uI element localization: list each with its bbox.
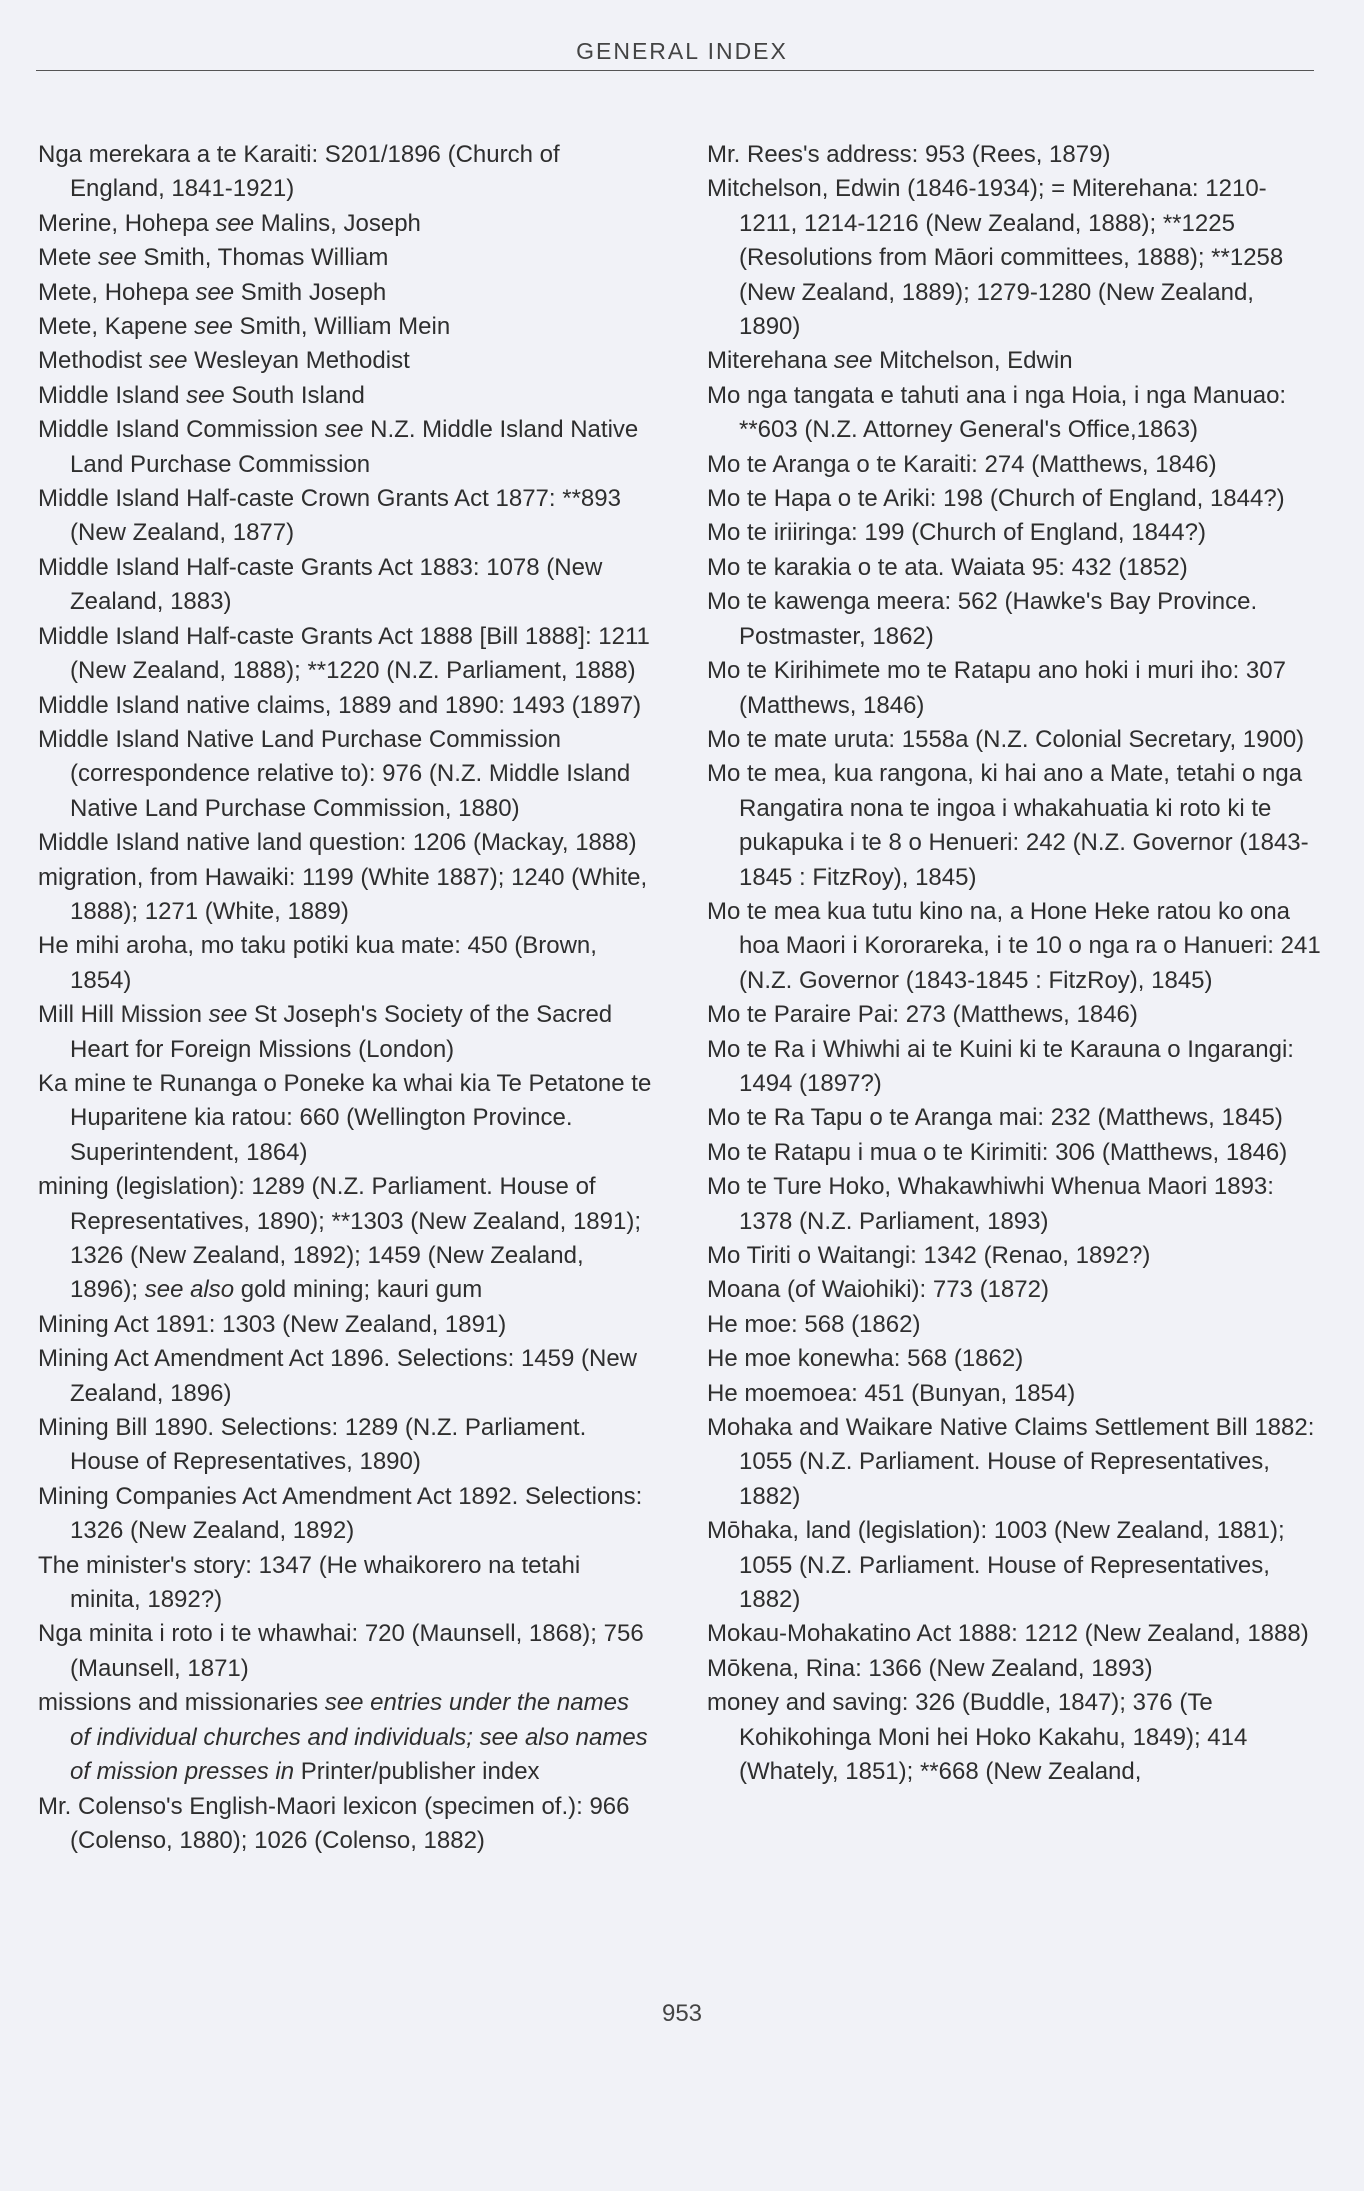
index-entry (707, 1342, 1322, 1376)
index-entry (707, 344, 1322, 378)
index-entry-text: Mo te Paraire Pai: 273 (Matthews, 1846) (707, 1001, 1138, 1029)
index-entry (38, 1617, 653, 1686)
index-entry-text: Middle Island Half-caste Grants Act 1883: 1078 (New Zealand, 1883) (38, 553, 603, 616)
index-entry-text: mining (legislation): 1289 (N.Z. Parliament. House of Representatives, 1890); **1303 (New Zealand, 1891); 1326 (New Zealand, 1892); 1459 (New Zealand, 1896); (38, 1173, 642, 1304)
index-entry-text: Mo te mea, kua rangona, ki hai ano a Mate, tetahi o nga Rangatira nona te ingoa i whakahuatia ki roto ki te pukapuka i te 8 o Henueri: 242 (N.Z. Governor (1843-1845 : FitzRoy), 1845) (707, 760, 1309, 891)
index-entry (707, 138, 1322, 172)
index-entry (707, 998, 1322, 1032)
index-entry-text: Middle Island Half-caste Grants Act 1888 [Bill 1888]: 1211 (New Zealand, 1888); **1220 (N.Z. Parliament, 1888) (38, 622, 650, 685)
index-entry (38, 1342, 653, 1411)
index-entry (38, 1480, 653, 1549)
index-entry (38, 207, 653, 241)
index-entry (707, 723, 1322, 757)
page-number: 953 (661, 2000, 703, 2027)
index-entry-text: Mōhaka, land (legislation): 1003 (New Zealand, 1881); 1055 (N.Z. Parliament. House of Representatives, 1882) (707, 1517, 1285, 1614)
index-entry-italic-text: see (833, 347, 873, 375)
index-entry (38, 1686, 653, 1789)
index-entry (38, 482, 653, 551)
index-entry-text: Mo te Ra i Whiwhi ai te Kuini ki te Karauna o Ingarangi: 1494 (1897?) (707, 1035, 1294, 1097)
index-entry (38, 1411, 653, 1480)
index-entry-text: Mo Tiriti o Waitangi: 1342 (Renao, 1892?) (707, 1242, 1151, 1269)
index-entry (707, 482, 1322, 516)
index-entry-italic-text: see (195, 278, 235, 306)
index-entry-text: Mōkena, Rina: 1366 (New Zealand, 1893) (707, 1654, 1153, 1682)
header-rule (36, 70, 1314, 71)
index-entry-text: gold mining; kauri gum (234, 1276, 483, 1304)
index-entry (707, 1136, 1322, 1170)
index-entry-text: Methodist (38, 347, 149, 375)
index-entry-text: Mo te iriiringa: 199 (Church of England, 1844?) (707, 519, 1206, 547)
index-entry (707, 448, 1322, 482)
index-column-left (38, 138, 653, 1858)
index-entry (707, 1686, 1322, 1789)
index-entry-text: Smith, Thomas William (136, 244, 389, 272)
index-entry-italic-text: see (194, 313, 233, 341)
index-entry (707, 1411, 1322, 1514)
index-entry-text: Wesleyan Methodist (187, 347, 410, 375)
index-entry (38, 1170, 653, 1308)
index-entry-text: Miterehana (707, 347, 834, 375)
index-entry-text: Middle Island Commission (38, 416, 325, 444)
index-entry (707, 757, 1322, 895)
index-entry-text: Smith, William Mein (232, 313, 451, 341)
index-entry (38, 826, 653, 860)
index-entry-italic-text: see also (144, 1276, 235, 1304)
index-entry-italic-text: see (324, 416, 364, 444)
index-entry (38, 1067, 653, 1170)
index-entry-italic-text: see (148, 347, 188, 375)
index-entry-text: Middle Island Native Land Purchase Commission (correspondence relative to): 976 (N.Z. Middle Island Native Land Purchase Commission, 1880) (38, 725, 631, 822)
index-entry-text: Printer/publisher index (294, 1758, 540, 1786)
index-entry (707, 516, 1322, 550)
index-entry-text: Mo te Kirihimete mo te Ratapu ano hoki i muri iho: 307 (Matthews, 1846) (707, 657, 1286, 719)
index-entry-text: The minister's story: 1347 (He whaikorero na tetahi minita, 1892?) (38, 1551, 581, 1614)
index-entry-text: Middle Island native claims, 1889 and 1890: 1493 (1897) (38, 691, 642, 719)
index-entry (38, 861, 653, 930)
index-entry-text: Mokau-Mohakatino Act 1888: 1212 (New Zealand, 1888) (707, 1620, 1309, 1648)
index-entry (707, 585, 1322, 654)
index-entry-italic-text: see (208, 1001, 248, 1029)
index-entry-text: Mr. Colenso's English-Maori lexicon (specimen of.): 966 (Colenso, 1880); 1026 (Colenso, 1882) (38, 1792, 630, 1854)
index-entry-text: money and saving: 326 (Buddle, 1847); 376 (Te Kohikohinga Moni hei Hoko Kakahu, 1849); 414 (Whately, 1851); **668 (New Zealand, (707, 1689, 1248, 1786)
index-entry-text: Mining Companies Act Amendment Act 1892. Selections: 1326 (New Zealand, 1892) (38, 1482, 643, 1545)
index-entry-text: Mitchelson, Edwin (1846-1934); = Miterehana: 1210-1211, 1214-1216 (New Zealand, 1888); **1225 (Resolutions from Māori committees, 1888); **1258 (New Zealand, 1889); 1279-1280 (New Zealand, 1890) (707, 175, 1284, 341)
index-entry (38, 1308, 653, 1342)
index-entry-text: migration, from Hawaiki: 1199 (White 1887); 1240 (White, 1888); 1271 (White, 1889) (38, 863, 648, 925)
index-entry (707, 1170, 1322, 1239)
page-header: GENERAL INDEX (576, 38, 788, 64)
index-entry (38, 241, 653, 275)
index-entry (707, 1101, 1322, 1135)
index-entry (38, 310, 653, 344)
index-entry (38, 551, 653, 620)
index-entry-text: South Island (224, 381, 365, 409)
index-entry (707, 1514, 1322, 1617)
index-column-right (707, 138, 1322, 1790)
index-entry-italic-text: see (98, 244, 137, 272)
index-entry (707, 172, 1322, 344)
index-entry-text: Mete, Hohepa (38, 278, 196, 306)
index-entry (38, 1549, 653, 1618)
index-entry-text: Ka mine te Runanga o Poneke ka whai kia Te Petatone te Huparitene kia ratou: 660 (Wellington Province. Superintendent, 1864) (38, 1069, 652, 1166)
index-entry-italic-text: see (186, 381, 225, 409)
index-entry-text: Nga merekara a te Karaiti: S201/1896 (Church of England, 1841-1921) (38, 141, 560, 203)
index-entry (38, 689, 653, 723)
index-entry-text: Mete (38, 244, 99, 272)
index-entry-text: He moemoea: 451 (Bunyan, 1854) (707, 1379, 1076, 1407)
index-entry (38, 998, 653, 1067)
index-entry-text: Middle Island native land question: 1206 (Mackay, 1888) (38, 829, 637, 857)
index-entry (38, 1790, 653, 1859)
index-entry-text: Mr. Rees's address: 953 (Rees, 1879) (707, 141, 1111, 168)
index-entry-italic-text: see entries under the names of individual churches and individuals; see also names of mission presses in (70, 1689, 648, 1786)
index-entry (707, 551, 1322, 585)
index-entry (707, 1652, 1322, 1686)
index-entry-text: Middle Island Half-caste Crown Grants Act 1877: **893 (New Zealand, 1877) (38, 485, 621, 547)
index-entry-text: Mitchelson, Edwin (872, 347, 1073, 375)
index-entry (38, 344, 653, 378)
index-entry (707, 1308, 1322, 1342)
index-entry-text: Mo te karakia o te ata. Waiata 95: 432 (1852) (707, 553, 1188, 581)
index-entry (38, 138, 653, 207)
index-entry-text: St Joseph's Society of the Sacred Heart for Foreign Missions (London) (70, 1001, 613, 1063)
index-entry (38, 723, 653, 826)
index-entry (707, 1239, 1322, 1273)
index-entry-text: Nga minita i roto i te whawhai: 720 (Maunsell, 1868); 756 (Maunsell, 1871) (38, 1620, 644, 1682)
index-entry (707, 1617, 1322, 1651)
index-entry-text: He moe konewha: 568 (1862) (707, 1345, 1024, 1373)
index-entry-text: Mohaka and Waikare Native Claims Settlement Bill 1882: 1055 (N.Z. Parliament. House of Representatives, 1882) (707, 1414, 1315, 1510)
index-entry (38, 929, 653, 998)
index-entry-text: Mo te Ra Tapu o te Aranga mai: 232 (Matthews, 1845) (707, 1104, 1283, 1132)
index-entry-text: Mining Bill 1890. Selections: 1289 (N.Z. Parliament. House of Representatives, 1890) (38, 1414, 587, 1476)
index-entry (707, 1273, 1322, 1307)
index-entry-text: Mining Act 1891: 1303 (New Zealand, 1891) (38, 1310, 507, 1338)
index-entry-text: Mo te Hapa o te Ariki: 198 (Church of England, 1844?) (707, 485, 1285, 513)
index-entry-text: Mete, Kapene (38, 313, 195, 341)
index-entry-text: Smith Joseph (234, 278, 387, 306)
index-entry (707, 654, 1322, 723)
index-entry-text: Malins, Joseph (254, 209, 421, 237)
index-entry-text: Mo te Ratapu i mua o te Kirimiti: 306 (Matthews, 1846) (707, 1138, 1288, 1166)
index-entry (38, 276, 653, 310)
index-entry-text: missions and missionaries (38, 1689, 325, 1717)
index-entry-text: He mihi aroha, mo taku potiki kua mate: 450 (Brown, 1854) (38, 932, 597, 994)
index-entry-italic-text: see (215, 209, 255, 237)
index-entry-text: Mo te Ture Hoko, Whakawhiwhi Whenua Maori 1893: 1378 (N.Z. Parliament, 1893) (707, 1173, 1274, 1235)
index-entry (707, 379, 1322, 448)
index-entry-text: He moe: 568 (1862) (707, 1310, 921, 1338)
index-entry-text: Mo te mea kua tutu kino na, a Hone Heke ratou ko ona hoa Maori i Kororareka, i te 10 o nga ra o Hanueri: 241 (N.Z. Governor (1843-1845 : FitzRoy), 1845) (707, 897, 1321, 994)
index-entry (707, 895, 1322, 998)
index-entry (707, 1033, 1322, 1102)
index-entry-text: Mo te mate uruta: 1558a (N.Z. Colonial Secretary, 1900) (707, 725, 1305, 753)
index-entry-text: Mo te Aranga o te Karaiti: 274 (Matthews, 1846) (707, 450, 1217, 478)
index-entry-text: Merine, Hohepa (38, 209, 216, 237)
index-entry-text: Mill Hill Mission (38, 1001, 209, 1029)
index-entry-text: Mo nga tangata e tahuti ana i nga Hoia, i nga Manuao: **603 (N.Z. Attorney General's Office,1863) (707, 381, 1287, 444)
index-entry-text: Moana (of Waiohiki): 773 (1872) (707, 1276, 1049, 1304)
index-entry (707, 1377, 1322, 1411)
index-entry (38, 413, 653, 482)
index-entry-text: Mining Act Amendment Act 1896. Selections: 1459 (New Zealand, 1896) (38, 1345, 638, 1407)
index-entry-text: Mo te kawenga meera: 562 (Hawke's Bay Province. Postmaster, 1862) (707, 588, 1258, 650)
index-entry-text: N.Z. Middle Island Native Land Purchase Commission (70, 416, 639, 478)
index-entry-text: Middle Island (38, 381, 187, 409)
index-entry (38, 620, 653, 689)
index-entry (38, 379, 653, 413)
